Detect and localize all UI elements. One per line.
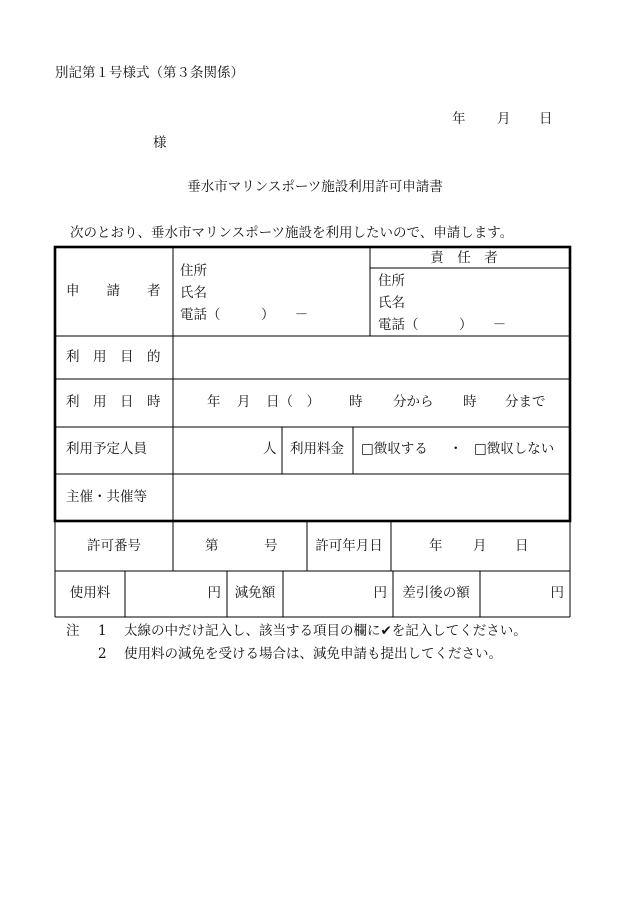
permit-date-label: 許可年月日 — [315, 538, 383, 554]
responsible-address: 住所 — [378, 273, 405, 289]
date-month: 月 — [497, 111, 511, 127]
responsible-name: 氏名 — [378, 295, 405, 311]
addressee-suffix: 様 — [153, 135, 167, 151]
datetime-month: 月 — [237, 394, 251, 410]
permit-dai: 第 — [205, 538, 219, 554]
note-1-text: 太線の中だけ記入し、該当する項目の欄に✔を記入してください。 — [124, 623, 527, 639]
datetime-minute-from: 分から — [393, 394, 434, 410]
datetime-minute-to: 分まで — [505, 394, 546, 410]
applicant-label: 申 請 者 — [66, 283, 161, 299]
responsible-phone: 電話（ ） － — [378, 317, 507, 333]
permit-month: 月 — [473, 538, 487, 554]
page-title: 垂水市マリンスポーツ施設利用許可申請書 — [187, 179, 443, 195]
note-2-number: 2 — [98, 646, 107, 662]
applicant-phone: 電話（ ） － — [180, 307, 309, 323]
datetime-day: 日（ ） — [266, 394, 320, 410]
datetime-label: 利 用 日 時 — [66, 394, 161, 410]
reduction-yen: 円 — [373, 585, 387, 601]
applicant-name: 氏名 — [180, 285, 207, 301]
datetime-year: 年 — [207, 394, 221, 410]
reduction-label: 減免額 — [234, 585, 276, 601]
datetime-hour-from: 時 — [349, 394, 363, 410]
people-label: 利用予定人員 — [66, 441, 147, 457]
option-no-collect-checkbox[interactable]: □徴収しない — [474, 441, 555, 457]
usage-fee-yen: 円 — [207, 585, 221, 601]
form-reference: 別記第１号様式（第３条関係） — [55, 65, 244, 81]
applicant-address: 住所 — [180, 263, 207, 279]
net-amount-yen: 円 — [550, 585, 564, 601]
responsible-label: 責 任 者 — [430, 250, 498, 266]
purpose-label: 利 用 目 的 — [66, 349, 161, 365]
permit-day: 日 — [515, 538, 529, 554]
datetime-hour-to: 時 — [463, 394, 477, 410]
note-1-number: 1 — [98, 623, 107, 639]
date-year: 年 — [452, 111, 466, 127]
organizer-label: 主催・共催等 — [66, 489, 147, 505]
option-collect-checkbox[interactable]: □徴収する — [361, 441, 428, 457]
net-amount-label: 差引後の額 — [402, 585, 470, 601]
date-day: 日 — [539, 111, 553, 127]
fee-label: 利用料金 — [290, 441, 344, 457]
intro-text: 次のとおり、垂水市マリンスポーツ施設を利用したいので、申請します。 — [70, 225, 514, 241]
permit-go: 号 — [264, 538, 278, 554]
usage-fee-label: 使用料 — [69, 585, 111, 601]
people-unit: 人 — [263, 441, 277, 457]
notes-prefix: 注 — [66, 623, 80, 639]
permit-year: 年 — [429, 538, 443, 554]
note-2-text: 使用料の減免を受ける場合は、減免申請も提出してください。 — [124, 646, 502, 662]
option-separator: ・ — [449, 441, 463, 457]
permit-number-label: 許可番号 — [87, 538, 141, 554]
